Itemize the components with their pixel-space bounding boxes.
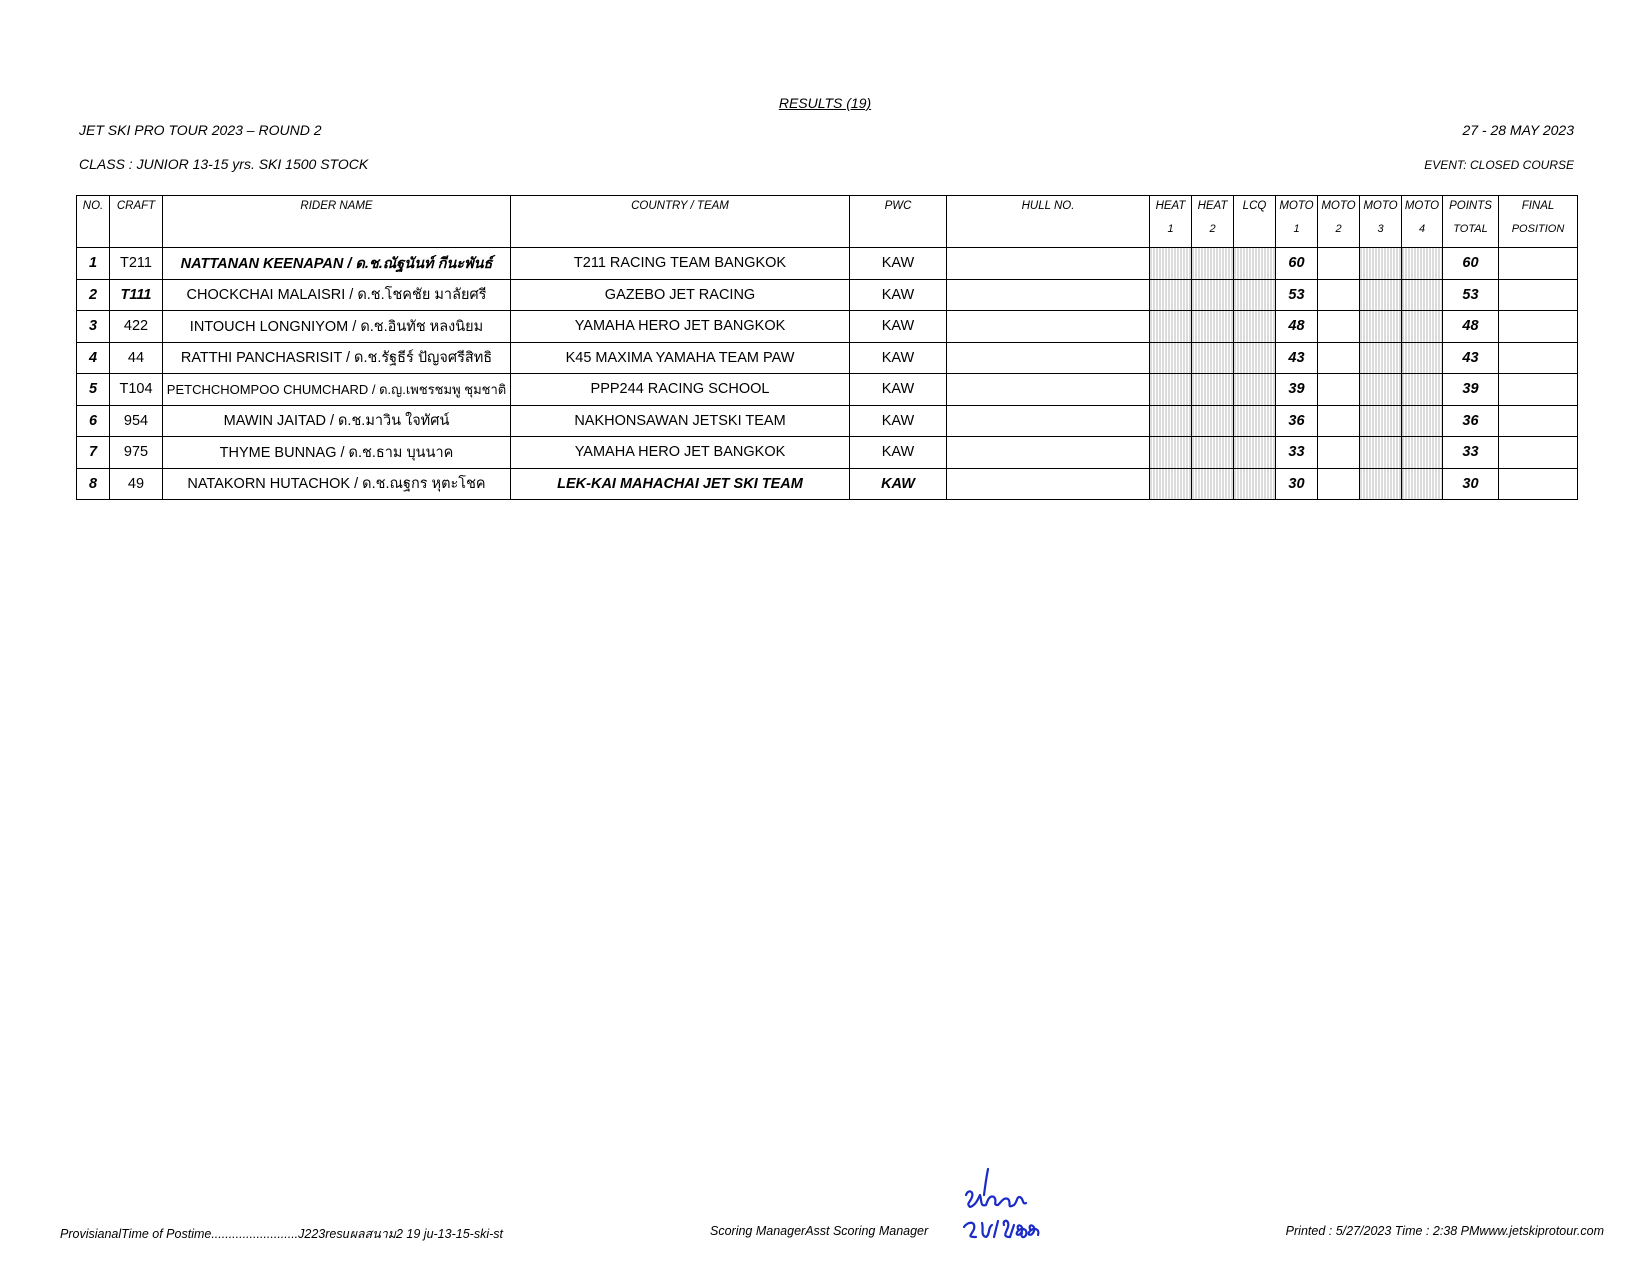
col-team: COUNTRY / TEAM — [511, 196, 850, 248]
row-rider: NATTANAN KEENAPAN / ด.ช.ณัฐนันท์ กีนะพันธ์ — [163, 248, 511, 280]
row-no: 1 — [77, 248, 110, 280]
row-moto3 — [1360, 311, 1402, 343]
row-moto4 — [1402, 248, 1443, 280]
footer-left: ProvisianalTime of Postime.........................J223resuผลสนาม2 19 ju-13-15-ski-st — [60, 1227, 503, 1241]
row-hull — [947, 248, 1150, 280]
row-no: 2 — [77, 279, 110, 311]
row-lcq — [1234, 279, 1276, 311]
row-heat2 — [1192, 248, 1234, 280]
row-total: 53 — [1443, 279, 1499, 311]
row-moto1: 36 — [1276, 405, 1318, 437]
footer-scoring-manager: Scoring ManagerAsst Scoring Manager — [710, 1224, 929, 1238]
results-table — [76, 195, 1578, 500]
row-rider: THYME BUNNAG / ด.ช.ธาม บุนนาค — [163, 437, 511, 469]
table-header-row — [77, 196, 1578, 248]
row-final — [1499, 405, 1578, 437]
page-title: RESULTS (19) — [778, 95, 872, 111]
row-moto1: 53 — [1276, 279, 1318, 311]
row-moto1: 39 — [1276, 374, 1318, 406]
row-moto2 — [1318, 279, 1360, 311]
row-moto4 — [1402, 374, 1443, 406]
handwritten-signature — [958, 1165, 1048, 1250]
row-moto3 — [1360, 405, 1402, 437]
row-moto2 — [1318, 374, 1360, 406]
table-row — [77, 374, 1578, 406]
row-pwc: KAW — [850, 374, 947, 406]
row-heat1 — [1150, 405, 1192, 437]
col-heat1: HEAT 1 — [1150, 196, 1192, 248]
row-moto3 — [1360, 468, 1402, 500]
col-rider: RIDER NAME — [163, 196, 511, 248]
col-moto4: MOTO 4 — [1402, 196, 1443, 248]
col-moto2: MOTO 2 — [1318, 196, 1360, 248]
row-team: T211 RACING TEAM BANGKOK — [511, 248, 850, 280]
row-pwc: KAW — [850, 311, 947, 343]
row-moto4 — [1402, 342, 1443, 374]
row-heat1 — [1150, 374, 1192, 406]
row-moto1: 43 — [1276, 342, 1318, 374]
row-hull — [947, 279, 1150, 311]
row-heat2 — [1192, 374, 1234, 406]
row-moto4 — [1402, 405, 1443, 437]
row-pwc: KAW — [850, 468, 947, 500]
footer-printed: Printed : 5/27/2023 Time : 2:38 PMwww.jetskiprotour.com — [1285, 1224, 1604, 1238]
row-moto4 — [1402, 468, 1443, 500]
row-moto2 — [1318, 437, 1360, 469]
row-lcq — [1234, 248, 1276, 280]
row-heat1 — [1150, 342, 1192, 374]
row-heat2 — [1192, 468, 1234, 500]
row-lcq — [1234, 311, 1276, 343]
row-team: LEK-KAI MAHACHAI JET SKI TEAM — [511, 468, 850, 500]
table-row — [77, 437, 1578, 469]
table-row — [77, 311, 1578, 343]
row-total: 36 — [1443, 405, 1499, 437]
row-team: YAMAHA HERO JET BANGKOK — [511, 437, 850, 469]
row-lcq — [1234, 374, 1276, 406]
row-pwc: KAW — [850, 405, 947, 437]
col-hull: HULL NO. — [947, 196, 1150, 248]
row-moto3 — [1360, 342, 1402, 374]
row-lcq — [1234, 437, 1276, 469]
table-row — [77, 342, 1578, 374]
row-total: 30 — [1443, 468, 1499, 500]
row-hull — [947, 342, 1150, 374]
table-row — [77, 279, 1578, 311]
row-heat1 — [1150, 248, 1192, 280]
row-craft: 49 — [110, 468, 163, 500]
row-lcq — [1234, 342, 1276, 374]
row-total: 43 — [1443, 342, 1499, 374]
row-no: 4 — [77, 342, 110, 374]
col-pwc: PWC — [850, 196, 947, 248]
table-row — [77, 468, 1578, 500]
row-craft: 975 — [110, 437, 163, 469]
col-lcq: LCQ — [1234, 196, 1276, 248]
col-points-total: POINTS TOTAL — [1443, 196, 1499, 248]
row-total: 48 — [1443, 311, 1499, 343]
row-hull — [947, 437, 1150, 469]
event-date: 27 - 28 MAY 2023 — [1462, 122, 1574, 138]
row-moto2 — [1318, 311, 1360, 343]
row-final — [1499, 279, 1578, 311]
event-name: JET SKI PRO TOUR 2023 – ROUND 2 — [79, 122, 322, 138]
row-heat1 — [1150, 437, 1192, 469]
row-no: 6 — [77, 405, 110, 437]
table-row — [77, 405, 1578, 437]
row-no: 5 — [77, 374, 110, 406]
row-moto2 — [1318, 468, 1360, 500]
row-moto4 — [1402, 311, 1443, 343]
col-no: NO. — [77, 196, 110, 248]
table-row — [77, 248, 1578, 280]
row-pwc: KAW — [850, 342, 947, 374]
row-heat1 — [1150, 311, 1192, 343]
row-hull — [947, 311, 1150, 343]
row-final — [1499, 468, 1578, 500]
row-moto1: 30 — [1276, 468, 1318, 500]
row-craft: 422 — [110, 311, 163, 343]
row-total: 39 — [1443, 374, 1499, 406]
row-rider: RATTHI PANCHASRISIT / ด.ช.รัฐธีร์ ปัญจศรีสิทธิ — [163, 342, 511, 374]
row-craft: T104 — [110, 374, 163, 406]
row-hull — [947, 468, 1150, 500]
col-final-position: FINAL POSITION — [1499, 196, 1578, 248]
row-moto4 — [1402, 437, 1443, 469]
row-team: K45 MAXIMA YAMAHA TEAM PAW — [511, 342, 850, 374]
row-moto3 — [1360, 248, 1402, 280]
row-no: 3 — [77, 311, 110, 343]
row-craft: 954 — [110, 405, 163, 437]
row-moto1: 33 — [1276, 437, 1318, 469]
row-heat2 — [1192, 405, 1234, 437]
row-final — [1499, 437, 1578, 469]
row-craft: 44 — [110, 342, 163, 374]
row-no: 8 — [77, 468, 110, 500]
row-heat2 — [1192, 342, 1234, 374]
row-pwc: KAW — [850, 279, 947, 311]
row-moto2 — [1318, 248, 1360, 280]
row-hull — [947, 374, 1150, 406]
row-heat2 — [1192, 311, 1234, 343]
row-moto2 — [1318, 342, 1360, 374]
row-heat1 — [1150, 468, 1192, 500]
row-rider: MAWIN JAITAD / ด.ช.มาวิน ใจทัศน์ — [163, 405, 511, 437]
class-label: CLASS : JUNIOR 13-15 yrs. SKI 1500 STOCK — [79, 156, 369, 172]
row-pwc: KAW — [850, 437, 947, 469]
row-final — [1499, 248, 1578, 280]
row-no: 7 — [77, 437, 110, 469]
row-final — [1499, 374, 1578, 406]
row-moto4 — [1402, 279, 1443, 311]
row-moto3 — [1360, 279, 1402, 311]
row-moto3 — [1360, 437, 1402, 469]
col-moto3: MOTO 3 — [1360, 196, 1402, 248]
col-moto1: MOTO 1 — [1276, 196, 1318, 248]
row-final — [1499, 311, 1578, 343]
row-moto2 — [1318, 405, 1360, 437]
row-total: 33 — [1443, 437, 1499, 469]
row-craft: T111 — [110, 279, 163, 311]
row-moto3 — [1360, 374, 1402, 406]
row-final — [1499, 342, 1578, 374]
col-heat2: HEAT 2 — [1192, 196, 1234, 248]
row-lcq — [1234, 468, 1276, 500]
event-type: EVENT: CLOSED COURSE — [1424, 158, 1574, 172]
row-rider: INTOUCH LONGNIYOM / ด.ช.อินทัช หลงนิยม — [163, 311, 511, 343]
row-heat1 — [1150, 279, 1192, 311]
row-team: PPP244 RACING SCHOOL — [511, 374, 850, 406]
row-rider: PETCHCHOMPOO CHUMCHARD / ด.ญ.เพชรชมพู ชุมชาติ — [163, 374, 511, 406]
row-heat2 — [1192, 279, 1234, 311]
row-team: NAKHONSAWAN JETSKI TEAM — [511, 405, 850, 437]
row-rider: CHOCKCHAI MALAISRI / ด.ช.โชคชัย มาลัยศรี — [163, 279, 511, 311]
row-team: YAMAHA HERO JET BANGKOK — [511, 311, 850, 343]
row-lcq — [1234, 405, 1276, 437]
row-total: 60 — [1443, 248, 1499, 280]
row-moto1: 60 — [1276, 248, 1318, 280]
row-pwc: KAW — [850, 248, 947, 280]
row-moto1: 48 — [1276, 311, 1318, 343]
row-hull — [947, 405, 1150, 437]
row-craft: T211 — [110, 248, 163, 280]
row-team: GAZEBO JET RACING — [511, 279, 850, 311]
row-heat2 — [1192, 437, 1234, 469]
col-craft: CRAFT — [110, 196, 163, 248]
row-rider: NATAKORN HUTACHOK / ด.ช.ณฐกร หุตะโชค — [163, 468, 511, 500]
